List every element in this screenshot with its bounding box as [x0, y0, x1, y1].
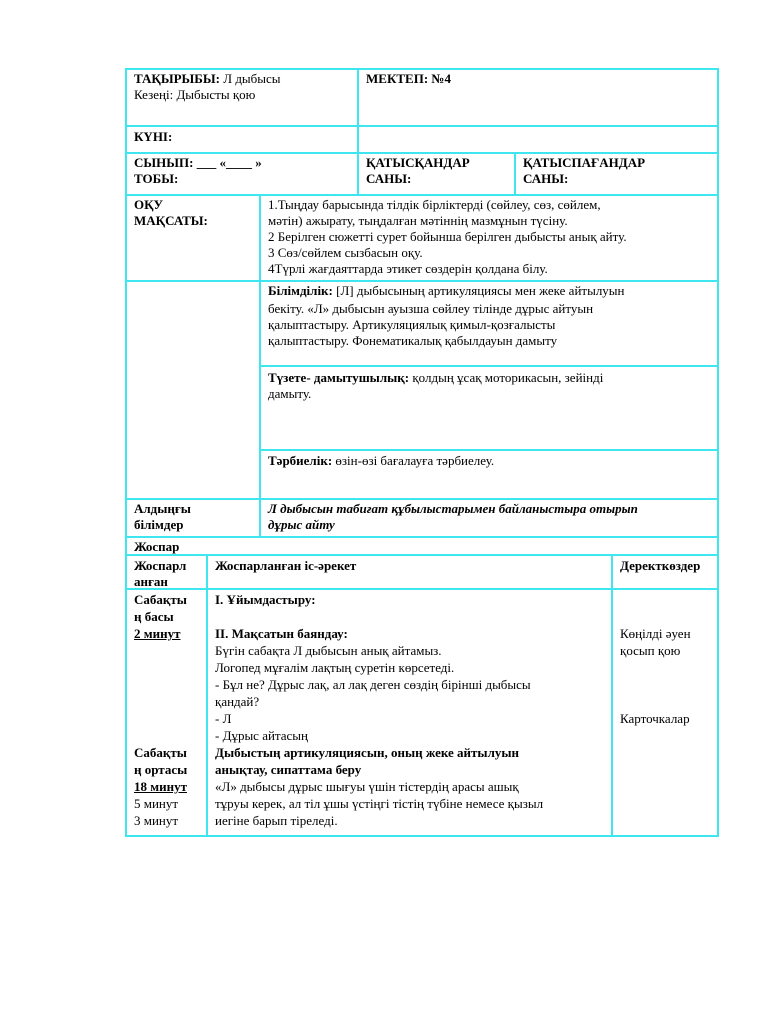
- day-label: КҮНІ:: [134, 129, 173, 144]
- activity-text: - Дұрыс айтасың: [215, 728, 308, 743]
- music-source: Көңілді әуен: [620, 626, 691, 641]
- music-source: қосып қою: [620, 643, 681, 658]
- middle-time: 18 минут: [134, 779, 187, 794]
- class-label: СЫНЫП: ___ «____ »: [134, 155, 262, 170]
- objective-item: мәтін) ажырату, тыңдалған мәтіннің мазмұнын түсіну.: [268, 213, 568, 228]
- objectives-label-cell: [127, 196, 259, 280]
- planned-header-2: анған: [134, 574, 168, 588]
- corrective-label: Түзете- дамытушылық:: [268, 370, 410, 385]
- educational-line: [268, 283, 710, 299]
- educational-label: Білімділік:: [268, 283, 333, 298]
- objectives-cell: [261, 196, 717, 280]
- activity-text: қандай?: [215, 694, 260, 709]
- class-cell: [127, 154, 357, 194]
- prior-text: дұрыс айту: [268, 517, 335, 532]
- group-label: ТОБЫ:: [134, 171, 179, 186]
- absent-label-2: САНЫ:: [523, 171, 569, 186]
- educational-cell: [261, 282, 717, 365]
- table-border: [125, 835, 719, 837]
- corrective-text: қолдың ұсақ моторикасын, зейінді: [409, 370, 604, 385]
- sources-cell: [613, 590, 717, 835]
- activity-cell: [208, 590, 611, 835]
- educational-text: қалыптастыру. Фонематикалық қабылдауын дамыту: [268, 333, 558, 348]
- upbringing-text: өзін-өзі бағалауға тәрбиелеу.: [332, 453, 495, 468]
- objective-item: 2 Берілген сюжетті сурет бойынша берілген дыбысты анық айту.: [268, 229, 627, 244]
- time-5: 5 минут: [134, 796, 179, 811]
- corrective-cell: [261, 367, 717, 449]
- activity-header: Жоспарланған іс-әрекет: [215, 558, 357, 573]
- objective-item: 4Түрлі жағдаяттарда этикет сөздерін қолдана білу.: [268, 261, 548, 276]
- corrective-text: дамыту.: [268, 386, 312, 401]
- topic-label: ТАҚЫРЫБЫ:: [134, 71, 220, 86]
- corrective-line: [268, 370, 710, 386]
- educational-text: [Л] дыбысының артикуляциясы мен жеке айтылуын: [332, 283, 625, 298]
- prior-cell: [261, 500, 717, 536]
- topic-cell: [127, 70, 357, 125]
- start-time: 2 минут: [134, 626, 181, 641]
- objective-item: 1.Тыңдау барысында тілдік бірліктерді (сөйлеу, сөз, сөйлем,: [268, 197, 601, 212]
- plan-col-sources: [613, 556, 717, 588]
- cards-source: Карточкалар: [620, 711, 690, 726]
- plan-col-planned: [127, 556, 206, 588]
- plan-title-cell: [127, 538, 717, 554]
- prior-label-cell: [127, 500, 259, 536]
- activity-text: - Л: [215, 711, 232, 726]
- timing-cell: [127, 590, 206, 835]
- upbringing-label: Тәрбиелік:: [268, 453, 333, 468]
- start-label-2: ң басы: [134, 609, 174, 624]
- plan-col-activity: [208, 556, 611, 588]
- objective-item: 3 Сөз/сөйлем сызбасын оқу.: [268, 245, 423, 260]
- sources-header: Деректкөздер: [620, 558, 701, 573]
- prior-text: Л дыбысын табиғат құбылыстарымен байланыстыра отырып: [268, 501, 638, 516]
- stage-text: Кезеңі: Дыбысты қою: [134, 87, 256, 102]
- plan-title: Жоспар: [134, 539, 180, 554]
- org-heading: І. Ұйымдастыру:: [215, 592, 316, 607]
- upbringing-line: [268, 453, 710, 469]
- topic-line: [134, 71, 350, 87]
- articulation-heading: анықтау, сипаттама беру: [215, 762, 362, 777]
- activity-text: «Л» дыбысы дұрыс шығуы үшін тістердің арасы ашық: [215, 779, 519, 794]
- middle-label-2: ң ортасы: [134, 762, 188, 777]
- prior-label-1: Алдыңғы: [134, 501, 191, 516]
- present-label-1: ҚАТЫСҚАНДАР: [366, 155, 470, 170]
- absent-label-1: ҚАТЫСПАҒАНДАР: [523, 155, 646, 170]
- planned-header-1: Жоспарл: [134, 558, 187, 573]
- absent-cell: [516, 154, 717, 194]
- educational-text: қалыптастыру. Артикуляциялық қимыл-қозғалысты: [268, 317, 556, 332]
- activity-text: Бүгін сабақта Л дыбысын анық айтамыз.: [215, 643, 442, 658]
- table-border: [717, 68, 719, 837]
- objectives-label-1: ОҚУ: [134, 197, 164, 212]
- upbringing-cell: [261, 451, 717, 498]
- school-text: МЕКТЕП: №4: [366, 71, 451, 86]
- start-label-1: Сабақты: [134, 592, 187, 607]
- articulation-heading: Дыбыстың артикуляциясын, оның жеке айтылуын: [215, 745, 520, 760]
- activity-text: - Бұл не? Дұрыс лақ, ал лақ деген сөздің бірінші дыбысы: [215, 677, 531, 692]
- objectives-label-2: МАҚСАТЫ:: [134, 213, 208, 228]
- school-cell: [359, 70, 717, 125]
- middle-label-1: Сабақты: [134, 745, 187, 760]
- time-3: 3 минут: [134, 813, 179, 828]
- present-label-2: САНЫ:: [366, 171, 412, 186]
- activity-text: тұруы керек, ал тіл ұшы үстіңгі тістің түбіне немесе қызыл: [215, 796, 544, 811]
- educational-text: бекіту. «Л» дыбысын ауызша сөйлеу тілінде дұрыс айтуын: [268, 301, 594, 316]
- goal-heading: ІІ. Мақсатын баяндау:: [215, 626, 348, 641]
- topic-value: Л дыбысы: [220, 71, 281, 86]
- prior-label-2: білімдер: [134, 517, 184, 532]
- present-cell: [359, 154, 514, 194]
- day-cell: [127, 127, 357, 152]
- activity-text: иегіне барып тіреледі.: [215, 813, 338, 828]
- activity-text: Логопед мұғалім лақтың суретін көрсетеді.: [215, 660, 455, 675]
